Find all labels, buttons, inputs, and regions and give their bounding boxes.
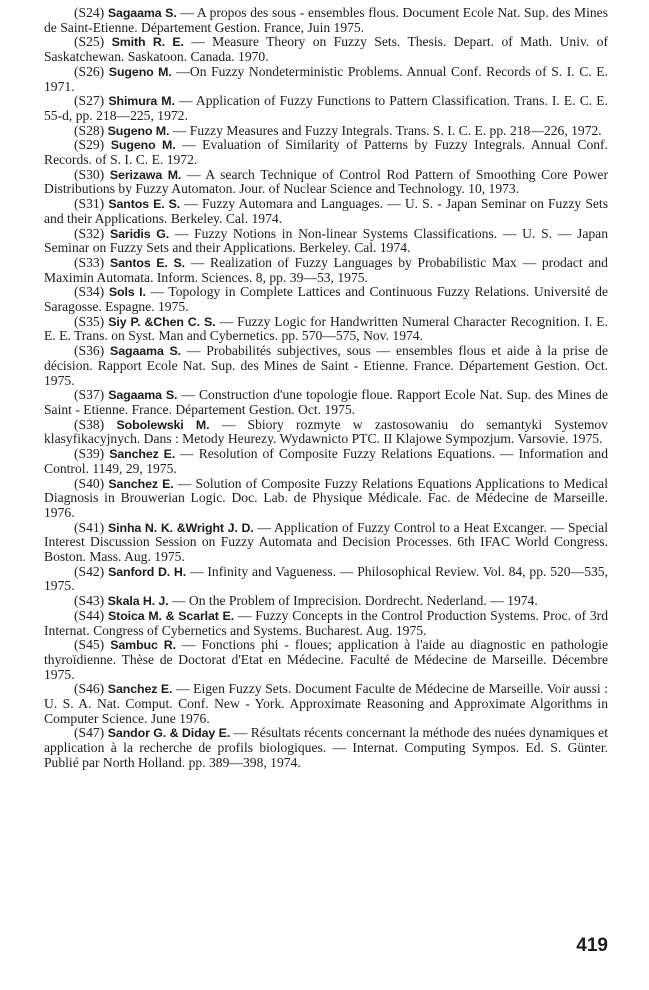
reference-entry <box>44 35 608 64</box>
reference-entry <box>44 609 608 638</box>
reference-text: — Fonctions phi - floues; application à l'aide au diagnostic en pathologie thyroïdienne. Thèse de Doctorat d'Etat en Médecine. Faculté de Médecine de Marseille. Décembre 1975. <box>44 637 608 682</box>
reference-code: (S35) <box>74 313 105 329</box>
reference-list <box>44 6 608 771</box>
reference-authors: Santos E. S. <box>108 197 181 212</box>
reference-authors: Sols I. <box>108 285 146 300</box>
reference-authors: Shimura M. <box>108 94 175 109</box>
reference-code: (S34) <box>74 284 105 300</box>
reference-entry <box>44 638 608 682</box>
reference-entry <box>44 315 608 344</box>
reference-authors: Sugeno M. <box>110 138 176 153</box>
reference-entry <box>44 168 608 197</box>
reference-code: (S41) <box>74 519 105 535</box>
reference-authors: Sanchez E. <box>107 682 173 697</box>
reference-authors: Smith R. E. <box>111 35 184 50</box>
reference-authors: Sagaama S. <box>107 6 177 20</box>
reference-text: — Application of Fuzzy Functions to Pattern Classification. Trans. I. E. C. E. 55-d, pp. 218—225, 1972. <box>44 93 608 123</box>
reference-code: (S38) <box>74 416 105 432</box>
reference-text: — Fuzzy Logic for Handwritten Numeral Character Recognition. I. E. E. E. Trans. on Syst. Man and Cybernetics. pp. 570—575, Nov. 1974. <box>44 313 608 344</box>
reference-entry <box>44 565 608 594</box>
reference-entry <box>44 65 608 94</box>
reference-text: — Fuzzy Measures and Fuzzy Integrals. Trans. S. I. C. E. pp. 218—226, 1972. <box>172 122 602 138</box>
reference-authors: Sagaama S. <box>108 388 178 403</box>
reference-authors: Sambuc R. <box>110 638 176 653</box>
reference-code: (S26) <box>74 63 105 79</box>
reference-text: — Application of Fuzzy Control to a Heat Excanger. — Special Interest Discussion Session on Fuzzy Automata and Decision Processes. 6th IFAC World Congress. Boston. Mass. Aug. 1975. <box>44 519 608 565</box>
reference-text: — Topology in Complete Lattices and Continuous Fuzzy Relations. Université de Saragosse. Espagne. 1975. <box>44 284 608 315</box>
reference-text: — Fuzzy Concepts in the Control Production Systems. Proc. of 3rd Internat. Congress of Cybernetics and Systems. Bucharest. Aug. 1975. <box>44 607 608 638</box>
reference-entry <box>44 594 608 609</box>
reference-code: (S33) <box>74 254 105 270</box>
reference-code: (S29) <box>74 137 105 153</box>
reference-text: — Evaluation of Similarity of Patterns by Fuzzy Integrals. Annual Conf. Records. of S. I. C. E. 1972. <box>44 137 608 168</box>
reference-code: (S36) <box>74 343 105 359</box>
reference-code: (S24) <box>74 5 105 20</box>
reference-code: (S40) <box>74 475 105 491</box>
reference-text: — A propos des sous - ensembles flous. Document Ecole Nat. Sup. des Mines de Saint-Etienne. Département Gestion. France, Juin 1975. <box>44 5 608 35</box>
reference-text: — Fuzzy Automara and Languages. — U. S. - Japan Seminar on Fuzzy Sets and their Applications. Berkeley. Cal. 1974. <box>44 196 608 226</box>
reference-authors: Sanchez E. <box>108 476 174 491</box>
reference-text: — A search Technique of Control Rod Pattern of Smoothing Core Power Distributions by Fuzzy Automaton. Jour. of Nuclear Science and Technology. 10, 1973. <box>44 166 608 197</box>
reference-code: (S27) <box>74 93 105 109</box>
reference-entry <box>44 138 608 167</box>
reference-entry <box>44 682 608 726</box>
reference-authors: Saridis G. <box>109 226 170 241</box>
reference-code: (S31) <box>74 196 105 212</box>
reference-entry <box>44 477 608 521</box>
reference-entry <box>44 227 608 256</box>
reference-code: (S42) <box>74 563 105 579</box>
reference-entry <box>44 344 608 388</box>
reference-text: — Eigen Fuzzy Sets. Document Faculte de Médecine de Marseille. Voir aussi : U. S. A. Nat. Comput. Conf. New - York. Approximate Reasoning and Approximate Algorithms in Computer Science. June 1976. <box>44 681 608 726</box>
reference-authors: Siy P. &Chen C. S. <box>108 314 216 329</box>
reference-code: (S28) <box>74 122 105 138</box>
reference-text: — Infinity and Vagueness. — Philosophical Review. Vol. 84, pp. 520—535, 1975. <box>44 563 608 594</box>
reference-text: — Probabilités subjectives, sous — ensembles flous et aide à la prise de décision. Rapport Ecole Nat. Sup. des Mines de Saint - Etienne. France. Département Gestion. Oct. 1975. <box>44 343 608 388</box>
page-number: 419 <box>576 935 608 956</box>
reference-authors: Sandor G. & Diday E. <box>107 726 231 741</box>
reference-entry <box>44 285 608 314</box>
reference-text: —On Fuzzy Nondeterministic Problems. Annual Conf. Records of S. I. C. E. 1971. <box>44 63 608 94</box>
reference-authors: Sanchez E. <box>109 447 176 462</box>
reference-code: (S39) <box>74 446 105 462</box>
reference-entry <box>44 521 608 565</box>
reference-text: — Résultats récents concernant la méthode des nuées dynamiques et application à la recherche de profils biologiques. — Internat. Computing Sympos. Ed. S. Günter. Publié par North Holland. pp. 389—398, 1974. <box>44 725 608 770</box>
reference-authors: Sobolewski M. <box>116 417 210 432</box>
reference-entry <box>44 6 608 35</box>
reference-text: — Resolution of Composite Fuzzy Relations Equations. — Information and Control. 1149, 29, 1975. <box>44 446 608 476</box>
reference-entry <box>44 388 608 417</box>
reference-authors: Serizawa M. <box>109 167 182 182</box>
reference-code: (S37) <box>74 387 105 403</box>
reference-code: (S30) <box>74 166 105 182</box>
reference-code: (S43) <box>74 593 105 609</box>
reference-entry <box>44 447 608 476</box>
reference-code: (S47) <box>74 725 105 741</box>
reference-text: — Measure Theory on Fuzzy Sets. Thesis. Depart. of Math. Univ. of Saskatchewan. Saskatoon. Canada. 1970. <box>44 34 608 65</box>
reference-code: (S46) <box>74 681 105 697</box>
reference-entry <box>44 124 608 139</box>
reference-entry <box>44 94 608 123</box>
reference-authors: Sugeno M. <box>107 123 170 138</box>
reference-entry <box>44 726 608 770</box>
reference-entry <box>44 197 608 226</box>
reference-authors: Sagaama S. <box>110 344 182 359</box>
reference-authors: Sanford D. H. <box>108 564 187 579</box>
reference-entry <box>44 256 608 285</box>
reference-text: — On the Problem of Imprecision. Dordrecht. Nederland. — 1974. <box>171 593 538 609</box>
reference-text: — Construction d'une topologie floue. Rapport Ecole Nat. Sup. des Mines de Saint - Etienne. France. Département Gestion. Oct. 1975. <box>44 387 608 417</box>
reference-code: (S25) <box>74 34 105 50</box>
reference-text: — Sbiory rozmyte w zastosowaniu do semantyki Systemov klasyfikacyjnych. Dans : Metody Heurezy. Wydawnicto PTC. II Klajowe Sympozjum. Varsovie. 1975. <box>44 416 609 447</box>
reference-text: — Solution of Composite Fuzzy Relations Equations Applications to Medical Diagnosis in Brouwerian Logic. Doc. Lab. de Physique Médicale. Fac. de Médecine de Marseille. 1976. <box>44 475 608 520</box>
reference-code: (S44) <box>74 607 105 623</box>
reference-text: — Fuzzy Notions in Non-linear Systems Classifications. — U. S. — Japan Seminar on Fuzzy Sets and their Applications. Berkeley. Cal. 1974. <box>44 225 608 256</box>
reference-authors: Sinha N. K. &Wright J. D. <box>107 520 254 535</box>
reference-text: — Realization of Fuzzy Languages by Probabilistic Max — prodact and Maximin Automata. Inform. Sciences. 8, pp. 39—53, 1975. <box>44 254 608 285</box>
reference-authors: Santos E. S. <box>109 255 185 270</box>
reference-entry <box>44 418 608 447</box>
reference-authors: Skala H. J. <box>107 594 169 609</box>
reference-authors: Sugeno M. <box>108 64 172 79</box>
reference-code: (S45) <box>74 637 105 653</box>
reference-authors: Stoica M. & Scarlat E. <box>108 608 235 623</box>
reference-code: (S32) <box>74 225 105 241</box>
